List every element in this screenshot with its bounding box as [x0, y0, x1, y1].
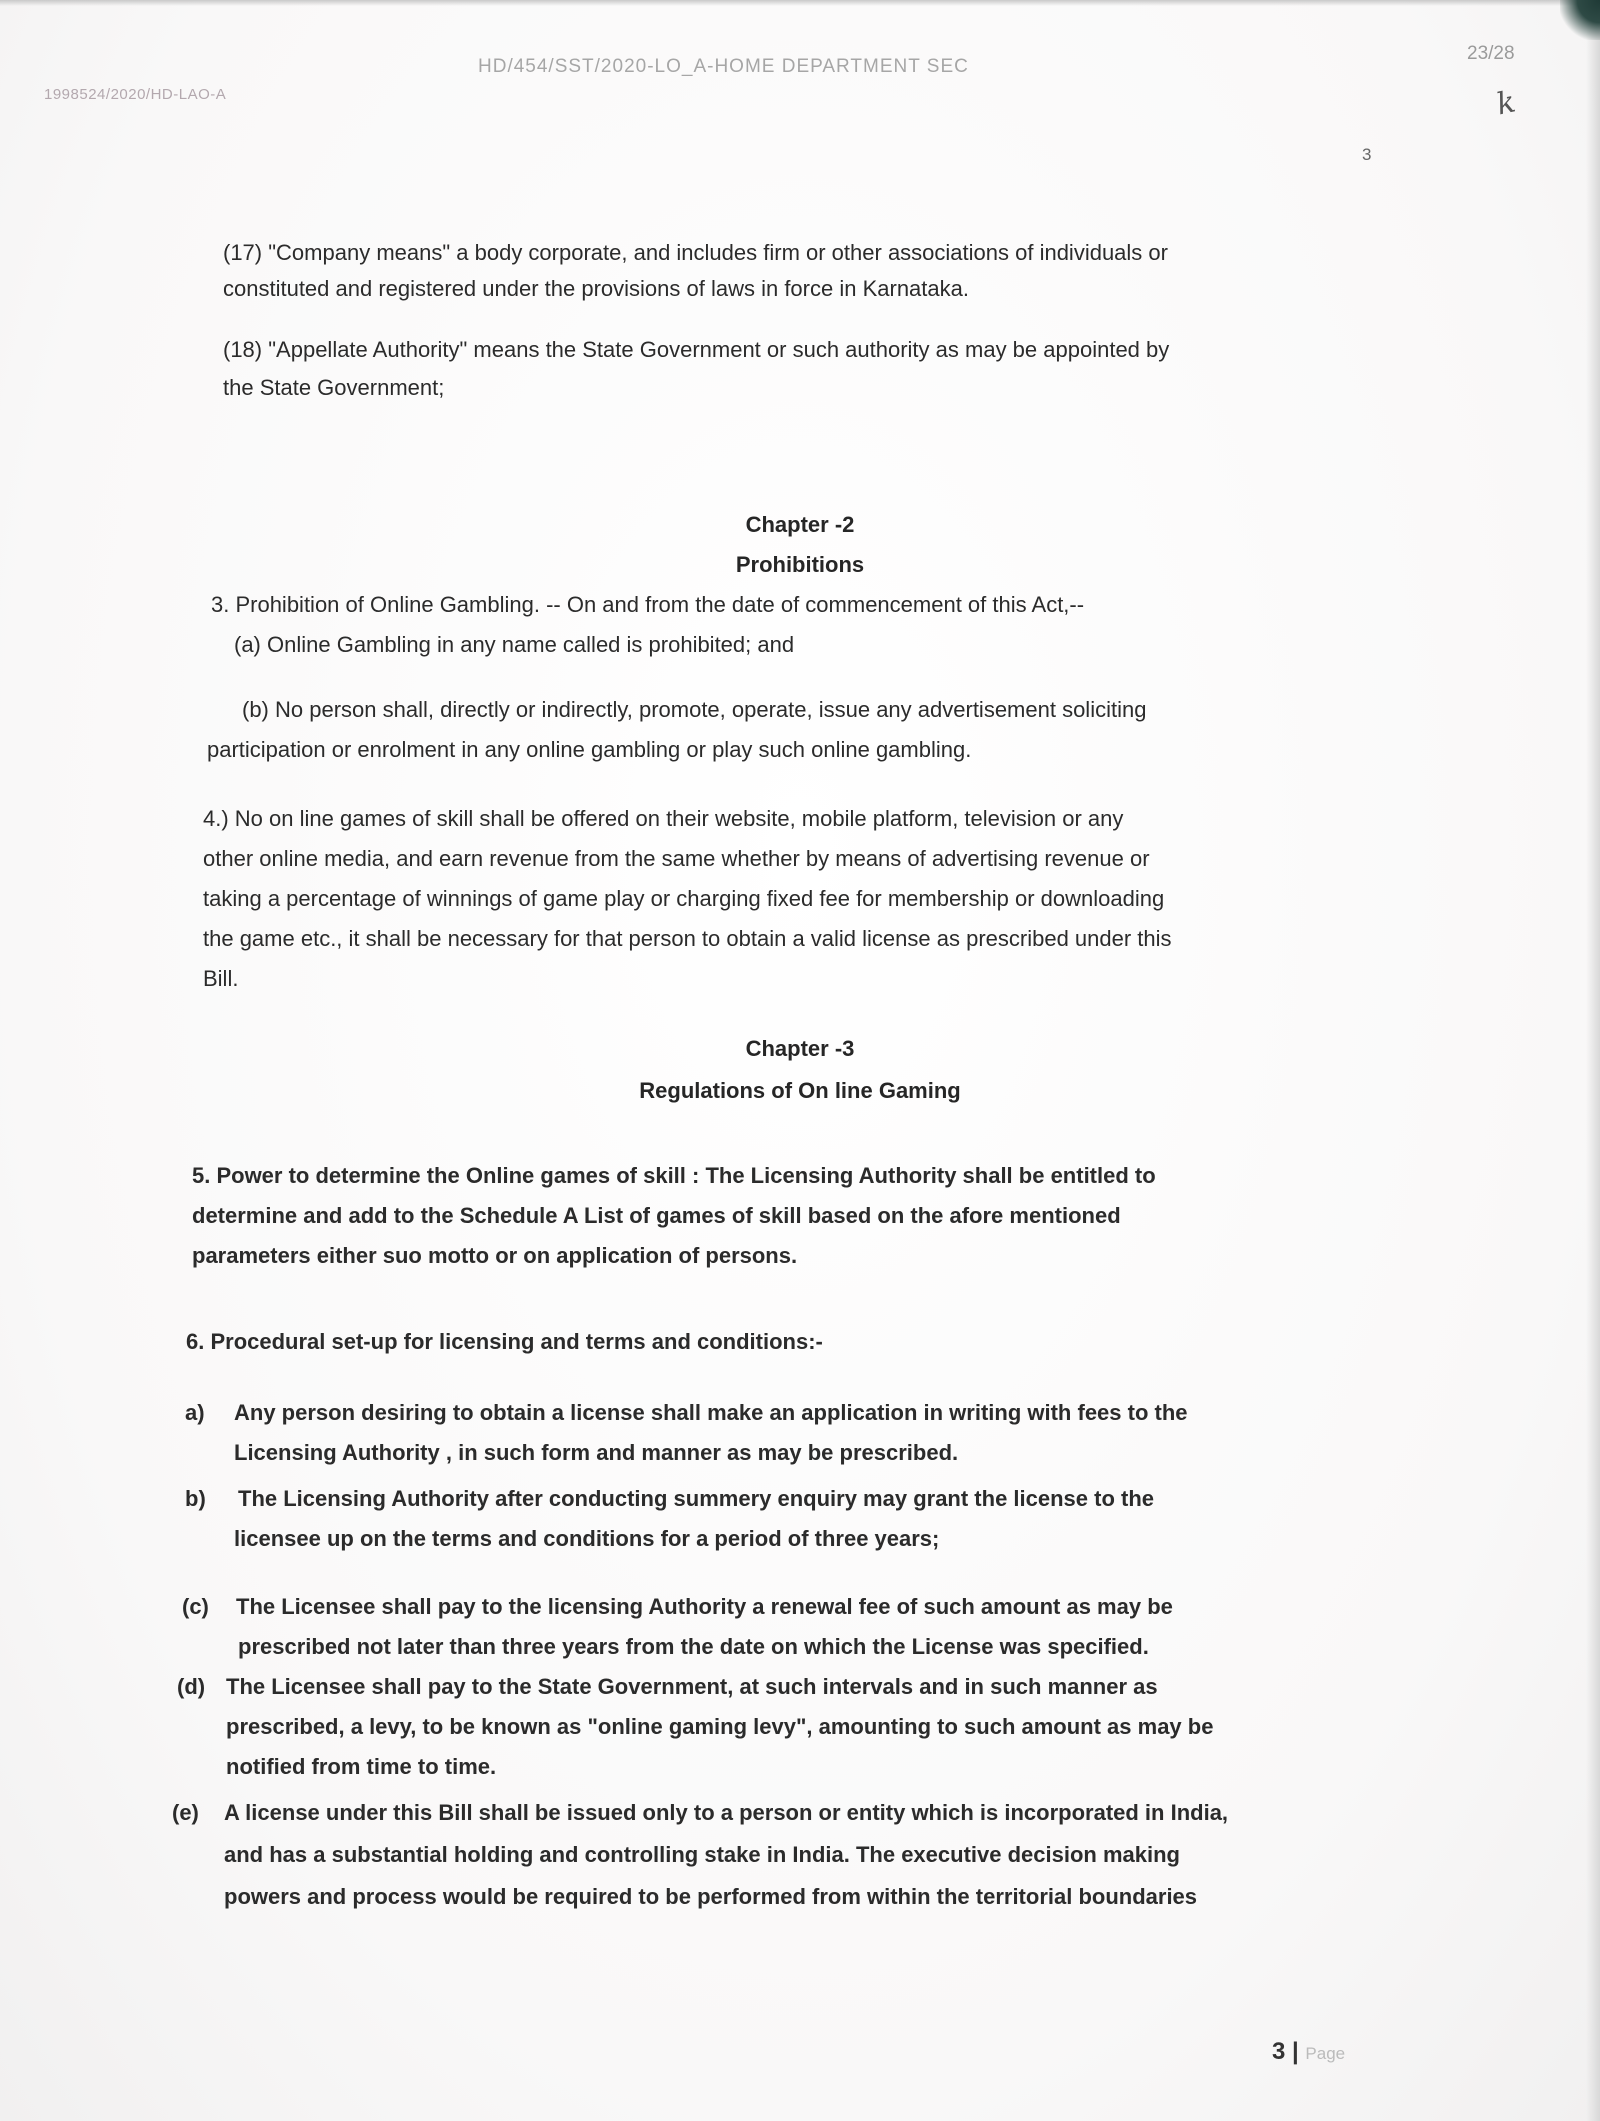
page-number-top: 3 — [1362, 145, 1372, 164]
scan-top-edge — [0, 0, 1600, 6]
clause-e-line3: powers and process would be required to be performed from within the territorial boundaries — [224, 1884, 1198, 1909]
clause-d-line2: prescribed, a levy, to be known as "online gaming levy", amounting to such amount as may be — [226, 1714, 1214, 1739]
page-footer — [1272, 2038, 1345, 2066]
clause-b-line1: The Licensing Authority after conducting summery enquiry may grant the license to the — [238, 1486, 1155, 1511]
clause-e-line1: A license under this Bill shall be issued only to a person or entity which is incorporated in India, — [224, 1800, 1229, 1825]
section-5-line3: parameters either suo motto or on application of persons. — [192, 1243, 798, 1268]
section-6-heading: 6. Procedural set-up for licensing and terms and conditions:- — [186, 1329, 823, 1354]
clause-a-label: a) — [185, 1400, 205, 1425]
handwritten-initials: k — [1493, 84, 1519, 123]
section-4-line2: other online media, and earn revenue from the same whether by means of advertising revenue or — [203, 846, 1150, 871]
chapter-3-title: Chapter -3 — [745, 1036, 855, 1061]
section-3-clause-a: (a) Online Gambling in any name called is prohibited; and — [234, 632, 795, 657]
clause-c-line1: The Licensee shall pay to the licensing Authority a renewal fee of such amount as may be — [236, 1594, 1173, 1619]
section-3-clause-b-line2: participation or enrolment in any online gambling or play such online gambling. — [207, 737, 972, 762]
clause-b-line2: licensee up on the terms and conditions for a period of three years; — [234, 1526, 940, 1551]
section-5-line2: determine and add to the Schedule A List of games of skill based on the afore mentioned — [192, 1203, 1121, 1228]
definition-17-line1: (17) "Company means" a body corporate, and includes firm or other associations of individuals or — [223, 240, 1168, 265]
chapter-3-subtitle: Regulations of On line Gaming — [639, 1078, 961, 1103]
section-3-clause-b-line1: (b) No person shall, directly or indirectly, promote, operate, issue any advertisement soliciting — [242, 697, 1147, 722]
section-4-line5: Bill. — [203, 966, 239, 991]
clause-d-line3: notified from time to time. — [226, 1754, 497, 1779]
chapter-2-subtitle: Prohibitions — [735, 552, 865, 577]
clause-c-line2: prescribed not later than three years from the date on which the License was specified. — [238, 1634, 1149, 1659]
clause-e-line2: and has a substantial holding and controlling stake in India. The executive decision making — [224, 1842, 1180, 1867]
footer-page-number: 3 — [1272, 2038, 1286, 2065]
scan-corner-shadow — [1560, 0, 1600, 40]
footer-separator: | — [1292, 2038, 1299, 2065]
clause-a-line1: Any person desiring to obtain a license shall make an application in writing with fees to the — [234, 1400, 1188, 1425]
clause-e-label: (e) — [172, 1800, 199, 1825]
document-id-header: HD/454/SST/2020-LO_A-HOME DEPARTMENT SEC — [478, 56, 969, 77]
clause-a-line2: Licensing Authority , in such form and manner as may be prescribed. — [234, 1440, 959, 1465]
clause-c-label: (c) — [182, 1594, 209, 1619]
section-4-line4: the game etc., it shall be necessary for that person to obtain a valid license as prescribed under this — [203, 926, 1172, 951]
clause-d-label: (d) — [177, 1674, 206, 1699]
section-4-line1: 4.) No on line games of skill shall be offered on their website, mobile platform, television or any — [203, 806, 1124, 831]
left-reference-number: 1998524/2020/HD-LAO-A — [44, 86, 227, 103]
definition-17-line2: constituted and registered under the provisions of laws in force in Karnataka. — [223, 276, 969, 301]
section-5-line1: 5. Power to determine the Online games of skill : The Licensing Authority shall be entitled to — [192, 1163, 1156, 1188]
chapter-2-title: Chapter -2 — [745, 512, 855, 537]
section-3-heading: 3. Prohibition of Online Gambling. -- On and from the date of commencement of this Act,-- — [211, 592, 1085, 617]
clause-b-label: b) — [185, 1486, 206, 1511]
definition-18-line1: (18) "Appellate Authority" means the State Government or such authority as may be appointed by — [223, 337, 1170, 362]
footer-page-label: Page — [1305, 2044, 1346, 2063]
clause-d-line1: The Licensee shall pay to the State Government, at such intervals and in such manner as — [226, 1674, 1158, 1699]
section-4-line3: taking a percentage of winnings of game play or charging fixed fee for membership or downloading — [203, 886, 1165, 911]
file-page-count: 23/28 — [1467, 43, 1515, 64]
definition-18-line2: the State Government; — [223, 375, 445, 400]
